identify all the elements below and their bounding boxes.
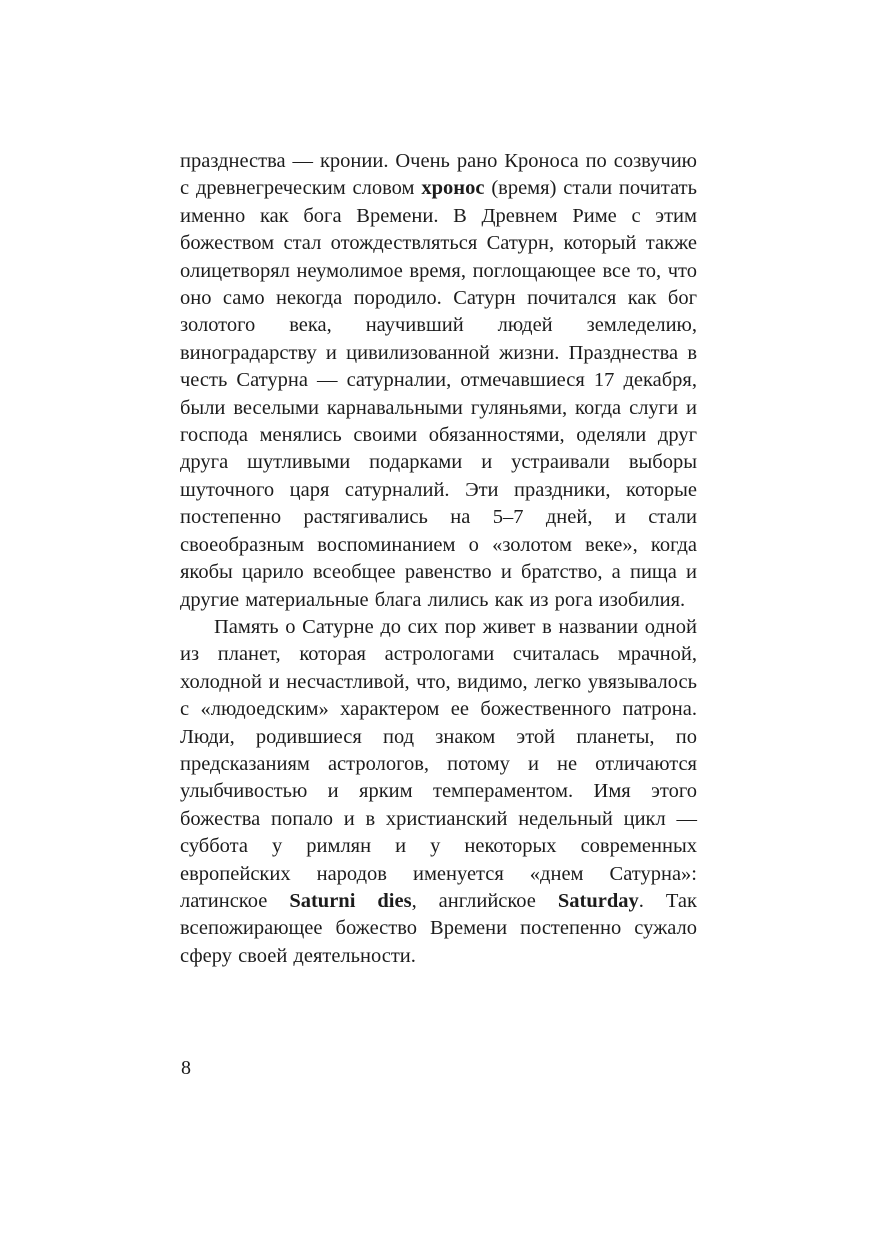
paragraph-saturn-kronos (180, 148, 697, 614)
bold-term-saturday: Saturday (557, 889, 639, 912)
page-number: 8 (181, 1057, 191, 1079)
text-segment: (время) стали почитать именно как бога Времени. В Древнем Риме с этим божеством стал отождествляться Сатурн, который также олицетворял неумолимое время, поглощающее все то, что оно само некогда породило. Сатурн почитался как бог золотого века, научивший людей земледелию, виноградарству и цивилизованной жизни. Празднества в честь Сатурна — сатурналии, отмечавшиеся 17 декабря, были веселыми карнавальными гуляньями, когда слуги и господа менялись своими обязанностями, оделяли друг друга шутливыми подарками и устраивали выборы шуточного царя сатурналий. Эти праздники, которые постепенно растягивались на 5–7 дней, и стали своеобразным воспоминанием о «золотом веке», когда якобы царило всеобщее равенство и братство, а пища и другие материальные блага лились как из рога изобилия. (180, 177, 697, 611)
paragraph-saturn-planet (180, 614, 697, 970)
bold-term-saturni-dies: Saturni dies (289, 889, 412, 912)
text-segment: Память о Сатурне до сих пор живет в названии одной из планет, которая астрологами считалась мрачной, холодной и несчастливой, что, видимо, легко увязывалось с «людоедским» характером ее божественного патрона. Люди, родившиеся под знаком этой планеты, по предсказаниям астрологов, потому и не отличаются улыбчивостью и ярким темпераментом. Имя этого божества попало и в христианский недельный цикл — суббота у римлян и у некоторых современных европейских народов именуется «днем Сатурна»: латинское (180, 615, 697, 912)
text-segment: , английское (411, 889, 558, 912)
text-segment: празднества — кронии. Очень рано Кроноса по созвучию с древнегреческим словом (180, 150, 697, 200)
page-text-block (180, 148, 697, 970)
text-segment: . Так всепожирающее божество Времени постепенно сужало сферу своей деятельности. (180, 889, 697, 967)
bold-term-chronos: хронос (421, 177, 485, 200)
